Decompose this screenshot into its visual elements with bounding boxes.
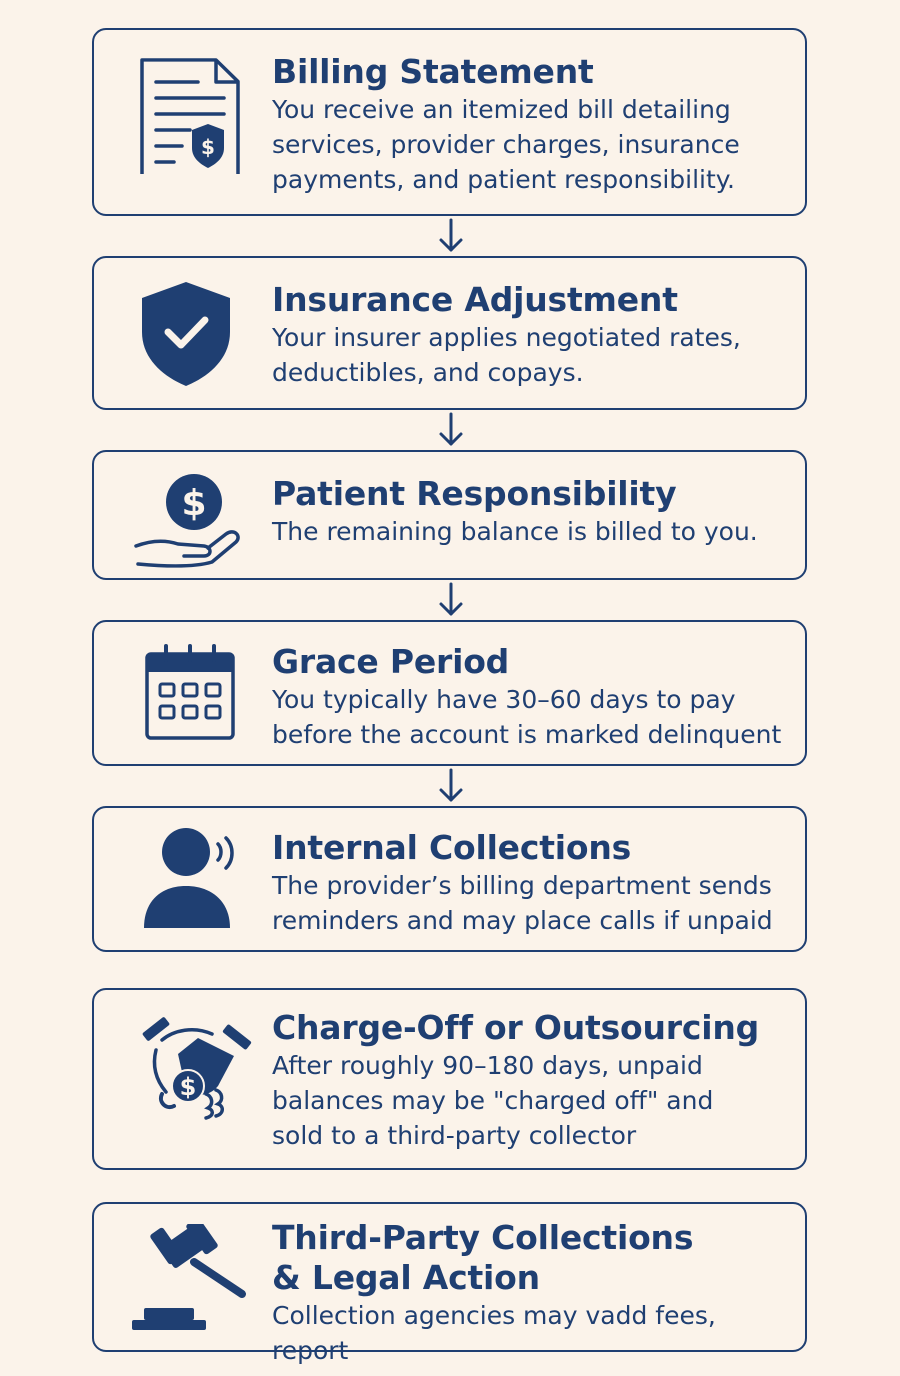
step-description: You receive an itemized bill detailing services, provider charges, insurance payments, and patient responsibility. [272, 95, 740, 194]
person-calling-icon [140, 824, 246, 932]
step-billing-statement [92, 28, 807, 216]
step-title: Internal Collections [272, 828, 632, 867]
step-charge-off [92, 988, 807, 1170]
arrow-down-icon [436, 580, 466, 620]
step-description: After roughly 90–180 days, unpaid balances may be "charged off" and sold to a third-party collector [272, 1051, 714, 1150]
step-grace-period [92, 620, 807, 766]
arrow-down-icon [436, 216, 466, 256]
gavel-icon [128, 1224, 250, 1334]
svg-text:$: $ [201, 135, 215, 159]
svg-text:$: $ [181, 483, 207, 524]
step-description: The provider’s billing department sends reminders and may place calls if unpaid [272, 871, 773, 935]
step-insurance-adjustment [92, 256, 807, 410]
arrow-down-icon [436, 766, 466, 806]
step-title: Third-Party Collections & Legal Action [272, 1218, 694, 1297]
step-title: Billing Statement [272, 52, 594, 91]
billing-document-icon [130, 58, 246, 174]
shield-check-icon [136, 278, 236, 388]
step-description: You typically have 30–60 days to pay before the account is marked delinquent [272, 685, 782, 749]
step-internal-collections [92, 806, 807, 952]
step-patient-responsibility [92, 450, 807, 580]
svg-text:$: $ [179, 1073, 197, 1101]
arrow-down-icon [436, 410, 466, 450]
step-title: Patient Responsibility [272, 474, 677, 513]
hand-coin-icon [132, 470, 244, 570]
handshake-money-icon [138, 1010, 256, 1120]
step-title: Insurance Adjustment [272, 280, 678, 319]
step-description: The remaining balance is billed to you. [272, 517, 758, 546]
step-title: Grace Period [272, 642, 510, 681]
step-title: Charge-Off or Outsourcing [272, 1008, 760, 1047]
step-description: Your insurer applies negotiated rates, deductibles, and copays. [272, 323, 741, 387]
step-third-party-collections [92, 1202, 807, 1365]
step-description: Collection agencies may vadd fees, report [272, 1301, 716, 1365]
calendar-icon [144, 644, 236, 744]
